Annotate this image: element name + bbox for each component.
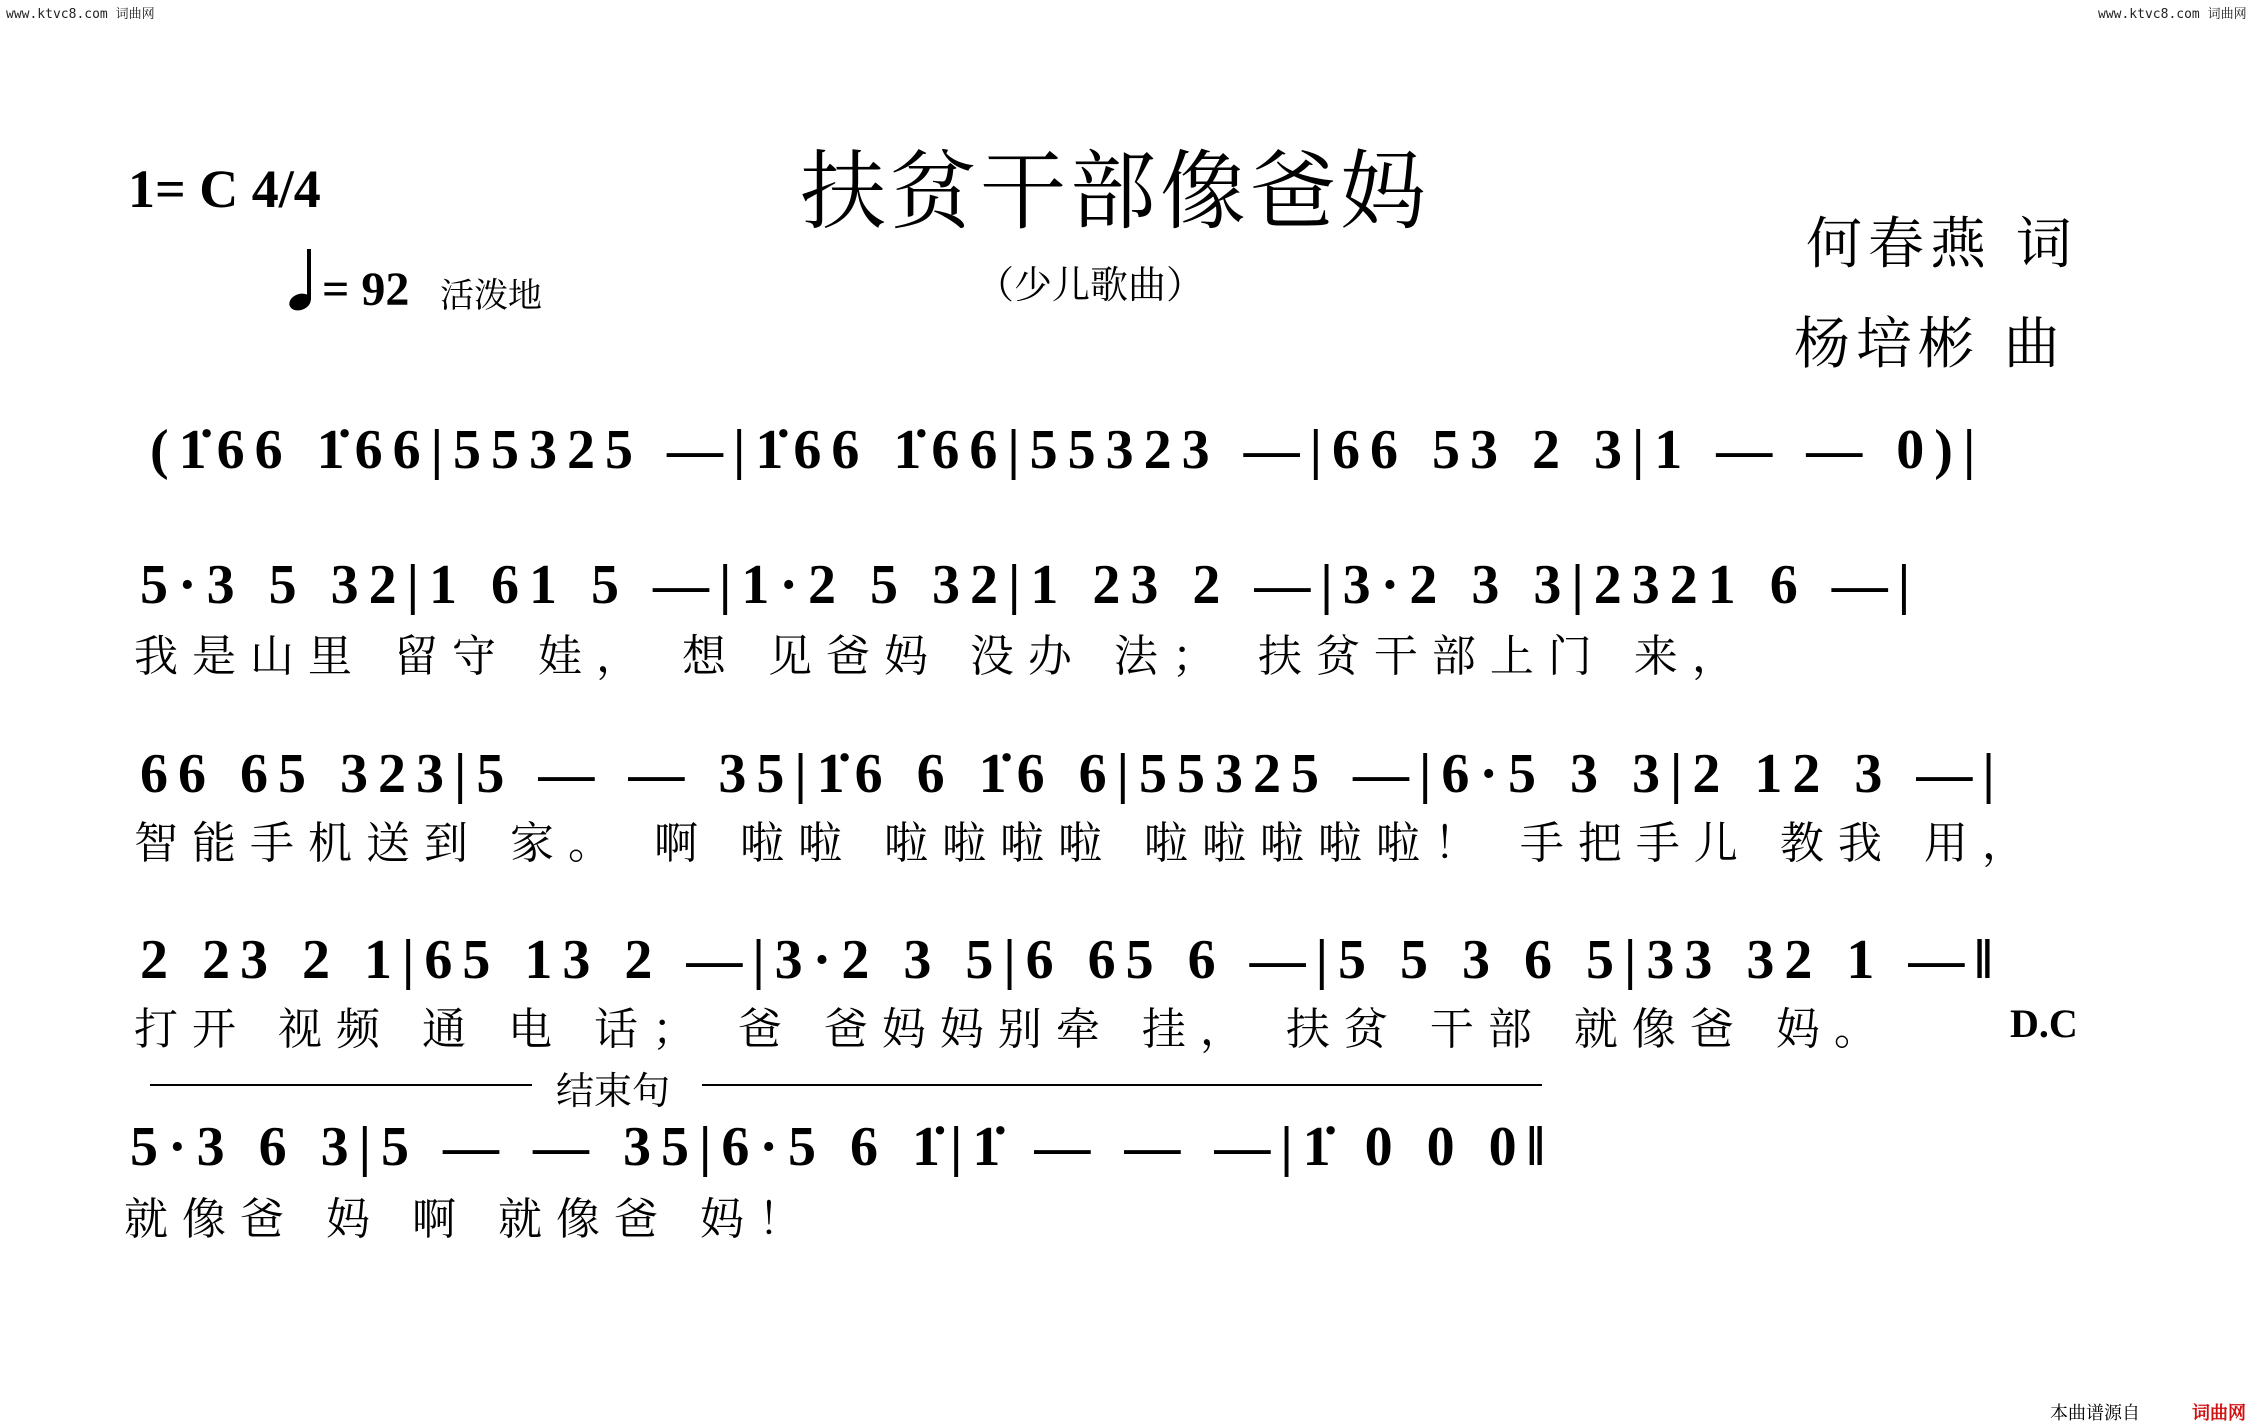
score-line-1-lyrics: 我是山里 留守 娃， 想 见爸妈 没办 法； 扶贫干部上门 来， xyxy=(134,631,1750,682)
coda-lyrics: 就像爸 妈 啊 就像爸 妈！ xyxy=(124,1194,816,1245)
lyricist-credit: 何春燕 词 xyxy=(1806,212,2078,277)
coda-notes: 5·3 6 3|5 — — 35|6·5 6 1̇|1̇ — — —|1̇ 0 0 0‖ xyxy=(130,1116,1555,1178)
coda-line-right xyxy=(702,1084,1542,1086)
tempo-value: = 92 xyxy=(322,263,410,316)
footer-brand: 词曲网 xyxy=(2192,1403,2246,1424)
watermark-right: www.ktvc8.com 词曲网 xyxy=(2098,7,2247,22)
song-title: 扶贫干部像爸妈 xyxy=(800,142,1430,242)
key-signature: 1= C 4/4 xyxy=(128,159,321,219)
coda-label: 结束句 xyxy=(548,1060,678,1115)
score-line-2-notes: 66 65 323|5 — — 35|1̇6 6 1̇6 6|55325 —|6·5 3 3|2 12 3 —| xyxy=(140,743,2005,805)
intro-notes: (1̇66 1̇66|55325 —|1̇66 1̇66|55323 —|66 53 2 3|1 — — 0)| xyxy=(150,419,1986,481)
watermark-left: www.ktvc8.com 词曲网 xyxy=(6,7,155,22)
tempo-mark: 活泼地 xyxy=(440,276,542,316)
score-line-2-lyrics: 智能手机送到 家。 啊 啦啦 啦啦啦啦 啦啦啦啦啦！ 手把手儿 教我 用， xyxy=(134,818,2040,869)
song-subtitle: （少儿歌曲） xyxy=(976,263,1205,307)
score-line-3-notes: 2 23 2 1|65 13 2 —|3·2 3 5|6 65 6 —|5 5 3 6 5|33 32 1 —‖ xyxy=(140,929,2003,991)
footer-source: 本曲谱源自 xyxy=(2050,1403,2140,1424)
score-line-3-lyrics: 打开 视频 通 电 话； 爸 爸妈妈别牵 挂， 扶贫 干部 就像爸 妈。 xyxy=(134,1004,1892,1055)
coda-line-left xyxy=(150,1084,532,1086)
da-capo-mark: D.C xyxy=(2010,1001,2078,1046)
composer-credit: 杨培彬 曲 xyxy=(1794,312,2066,377)
score-line-1-notes: 5·3 5 32|1 61 5 —|1·2 5 32|1 23 2 —|3·2 3 3|2321 6 —| xyxy=(140,554,1921,616)
